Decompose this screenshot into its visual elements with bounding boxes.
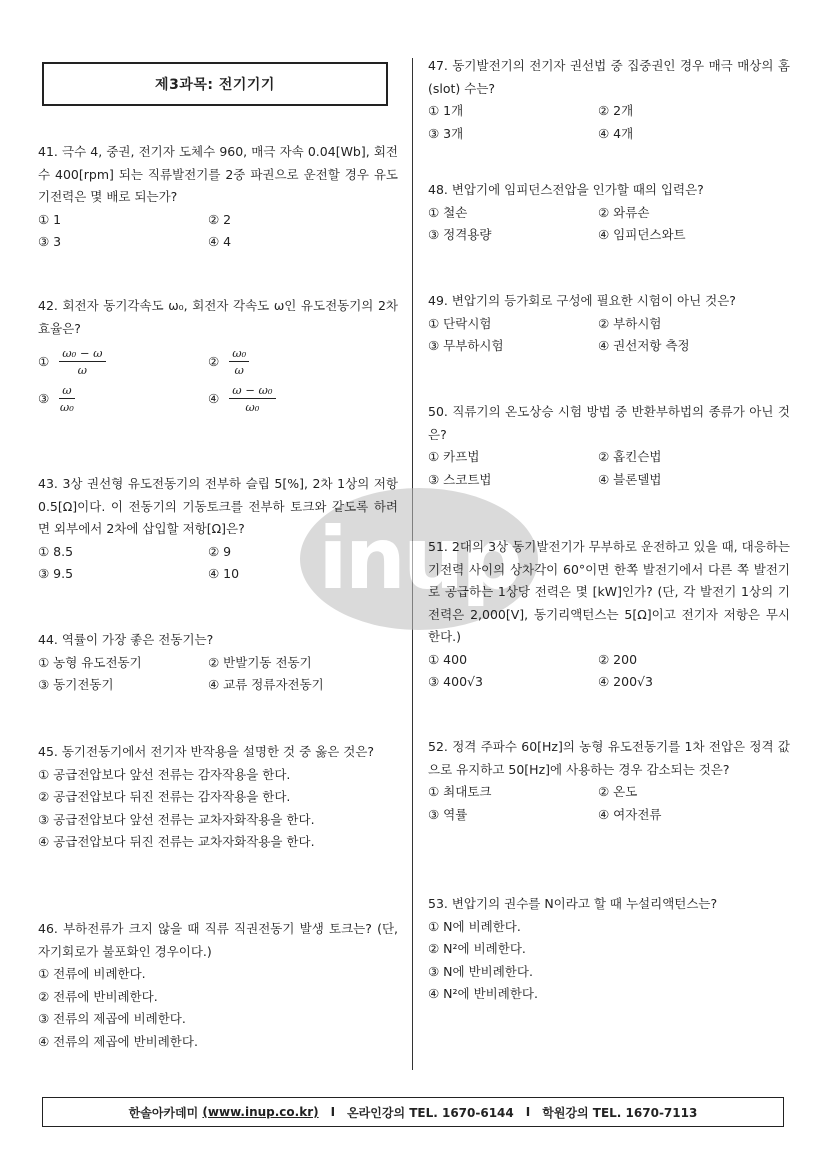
question-51 <box>428 536 790 694</box>
question-stem: 51. 2대의 3상 동기발전기가 무부하로 운전하고 있을 때, 대응하는 기전력 사이의 상차각이 60°이면 한쪽 발전기에서 다른 쪽 발전기로 공급하는 1상당 전력은 몇 [kW]인가? (단, 각 발전기 1상의 기전력은 2,000[V], 동기리액턴스는 5[Ω]이고 전기자 저항은 무시한다.) <box>428 539 790 644</box>
question-43 <box>38 473 398 586</box>
option-list <box>38 541 398 586</box>
option-1[interactable]: ① 철손 <box>428 204 468 220</box>
option-3[interactable]: ③ N에 반비례한다. <box>428 963 533 979</box>
question-48 <box>428 179 790 247</box>
option-1[interactable]: ① 1개 <box>428 103 464 118</box>
option-3[interactable]: ③ 3개 <box>428 125 464 141</box>
option-4[interactable]: ④ 전류의 제곱에 반비례한다. <box>38 1033 198 1049</box>
question-stem: 41. 극수 4, 중권, 전기자 도체수 960, 매극 자속 0.04[Wb], 회전수 400[rpm] 되는 직류발전기를 2중 파권으로 운전할 경우 유도기전력은 몇 배로 되는가? <box>38 144 398 204</box>
question-53 <box>428 893 790 1006</box>
option-list <box>428 446 790 491</box>
numerator: ω₀ <box>229 346 249 362</box>
option-2[interactable]: ② 2개 <box>598 103 634 118</box>
option-2[interactable]: ② 9 <box>208 543 232 559</box>
option-1[interactable]: ① 농형 유도전동기 <box>38 654 142 670</box>
option-3[interactable]: ③ 공급전압보다 앞선 전류는 교차자화작용을 한다. <box>38 811 315 827</box>
option-2[interactable]: ② 2 <box>208 211 232 227</box>
option-list <box>38 764 398 854</box>
question-stem: 47. 동기발전기의 전기자 권선법 중 집중권인 경우 매극 매상의 홈(slot) 수는? <box>428 58 790 96</box>
option-2[interactable]: ② 200 <box>598 651 638 667</box>
option-list <box>38 209 398 254</box>
footer-academy-tel: 학원강의 TEL. 1670-7113 <box>542 1105 698 1120</box>
option-list <box>428 313 790 358</box>
option-4[interactable]: ④ 10 <box>208 566 240 581</box>
option-list <box>38 346 398 414</box>
fraction <box>59 383 74 414</box>
question-52 <box>428 736 790 826</box>
option-1[interactable]: ① 400 <box>428 651 468 667</box>
footer-separator: I <box>525 1105 531 1119</box>
option-3[interactable] <box>38 383 208 414</box>
denominator: ω₀ <box>59 400 74 414</box>
option-4[interactable]: ④ 공급전압보다 뒤진 전류는 교차자화작용을 한다. <box>38 834 315 849</box>
option-1[interactable] <box>38 346 208 377</box>
subject-title: 제3과목: 전기기기 <box>155 77 275 93</box>
option-1[interactable]: ① 카프법 <box>428 449 480 464</box>
option-3[interactable]: ③ 전류의 제곱에 비례한다. <box>38 1011 186 1026</box>
option-list <box>38 963 398 1053</box>
option-3[interactable]: ③ 3 <box>38 234 62 249</box>
subject-title-box <box>42 62 388 106</box>
option-list <box>428 100 790 145</box>
option-1[interactable]: ① 1 <box>38 211 62 227</box>
question-stem: 42. 회전자 동기각속도 ω₀, 회전자 각속도 ω인 유도전동기의 2차 효율은? <box>38 298 398 336</box>
fraction <box>59 346 105 377</box>
option-marker: ① <box>38 354 50 369</box>
option-3[interactable]: ③ 스코트법 <box>428 471 492 487</box>
option-4[interactable]: ④ 4개 <box>598 125 634 141</box>
option-1[interactable]: ① 전류에 비례한다. <box>38 966 146 981</box>
option-1[interactable]: ① 최대토크 <box>428 784 492 799</box>
numerator: ω <box>59 383 74 399</box>
denominator: ω <box>234 363 244 377</box>
question-stem: 49. 변압기의 등가회로 구성에 필요한 시험이 아닌 것은? <box>428 293 736 308</box>
option-4[interactable] <box>208 383 398 414</box>
question-stem: 44. 역률이 가장 좋은 전동기는? <box>38 632 214 647</box>
question-stem: 43. 3상 권선형 유도전동기의 전부하 슬립 5[%], 2차 1상의 저항 0.5[Ω]이다. 이 전동기의 기동토크를 전부하 토크와 같도록 하려면 외부에서 2차에 삽입할 저항[Ω]은? <box>38 476 398 536</box>
option-3[interactable]: ③ 400√3 <box>428 674 483 689</box>
question-stem: 53. 변압기의 권수를 N이라고 할 때 누설리액턴스는? <box>428 896 718 911</box>
footer-bar <box>42 1097 784 1127</box>
option-1[interactable]: ① 단락시험 <box>428 315 492 331</box>
numerator: ω₀ − ω <box>59 346 105 362</box>
option-list <box>428 916 790 1006</box>
option-4[interactable]: ④ 4 <box>208 234 232 249</box>
option-2[interactable]: ② 반발기동 전동기 <box>208 654 312 670</box>
option-2[interactable]: ② 온도 <box>598 784 638 799</box>
question-47 <box>428 55 790 145</box>
fraction <box>229 383 275 414</box>
question-stem: 52. 정격 주파수 60[Hz]의 농형 유도전동기를 1차 전압은 정격 값으로 유지하고 50[Hz]에 사용하는 경우 감소되는 것은? <box>428 739 790 777</box>
option-4[interactable]: ④ 권선저항 측정 <box>598 338 690 353</box>
option-1[interactable]: ① 8.5 <box>38 543 74 559</box>
footer-online-tel: 온라인강의 TEL. 1670-6144 <box>347 1105 514 1120</box>
footer-website-link[interactable]: (www.inup.co.kr) <box>202 1105 319 1119</box>
numerator: ω − ω₀ <box>229 383 275 399</box>
fraction <box>229 346 249 377</box>
option-2[interactable]: ② N²에 비례한다. <box>428 941 526 956</box>
option-4[interactable]: ④ N²에 반비례한다. <box>428 986 538 1001</box>
option-4[interactable]: ④ 교류 정류자전동기 <box>208 677 324 692</box>
watermark-text: inup <box>318 509 520 609</box>
option-2[interactable]: ② 부하시험 <box>598 315 662 331</box>
option-list <box>428 202 790 247</box>
question-50 <box>428 401 790 491</box>
question-49 <box>428 290 790 358</box>
option-marker: ② <box>208 354 220 369</box>
option-3[interactable]: ③ 무부하시험 <box>428 338 504 353</box>
question-46 <box>38 918 398 1053</box>
option-marker: ④ <box>208 391 220 406</box>
option-2[interactable]: ② 와류손 <box>598 204 650 220</box>
option-4[interactable]: ④ 블론델법 <box>598 471 662 487</box>
option-list <box>428 781 790 826</box>
question-42 <box>38 295 398 414</box>
option-4[interactable]: ④ 200√3 <box>598 674 653 689</box>
question-stem: 50. 직류기의 온도상승 시험 방법 중 반환부하법의 종류가 아닌 것은? <box>428 404 790 442</box>
option-3[interactable]: ③ 동기전동기 <box>38 677 114 692</box>
option-3[interactable]: ③ 역률 <box>428 806 468 822</box>
option-1[interactable]: ① 공급전압보다 앞선 전류는 감자작용을 한다. <box>38 766 291 782</box>
option-3[interactable]: ③ 정격용량 <box>428 227 492 242</box>
option-list <box>428 649 790 694</box>
option-2[interactable]: ② 공급전압보다 뒤진 전류는 감자작용을 한다. <box>38 789 291 804</box>
option-2[interactable]: ② 홉킨슨법 <box>598 449 662 464</box>
question-stem: 48. 변압기에 임피던스전압을 인가할 때의 입력은? <box>428 182 704 197</box>
option-list <box>38 652 398 697</box>
denominator: ω₀ <box>245 400 260 414</box>
option-4[interactable]: ④ 여자전류 <box>598 806 662 822</box>
option-4[interactable]: ④ 임피던스와트 <box>598 227 686 242</box>
footer-separator: I <box>330 1105 336 1119</box>
option-marker: ③ <box>38 391 50 406</box>
question-44 <box>38 629 398 697</box>
question-stem: 45. 동기전동기에서 전기자 반작용을 설명한 것 중 옳은 것은? <box>38 744 375 759</box>
option-3[interactable]: ③ 9.5 <box>38 566 74 581</box>
denominator: ω <box>77 363 88 377</box>
footer-academy: 한솔아카데미 <box>128 1105 199 1120</box>
option-2[interactable]: ② 전류에 반비례한다. <box>38 988 158 1004</box>
question-45 <box>38 741 398 854</box>
option-2[interactable] <box>208 346 398 377</box>
question-stem: 46. 부하전류가 크지 않을 때 직류 직권전동기 발생 토크는? (단, 자기회로가 불포화인 경우이다.) <box>38 921 398 959</box>
option-1[interactable]: ① N에 비례한다. <box>428 918 521 934</box>
question-41 <box>38 141 398 254</box>
